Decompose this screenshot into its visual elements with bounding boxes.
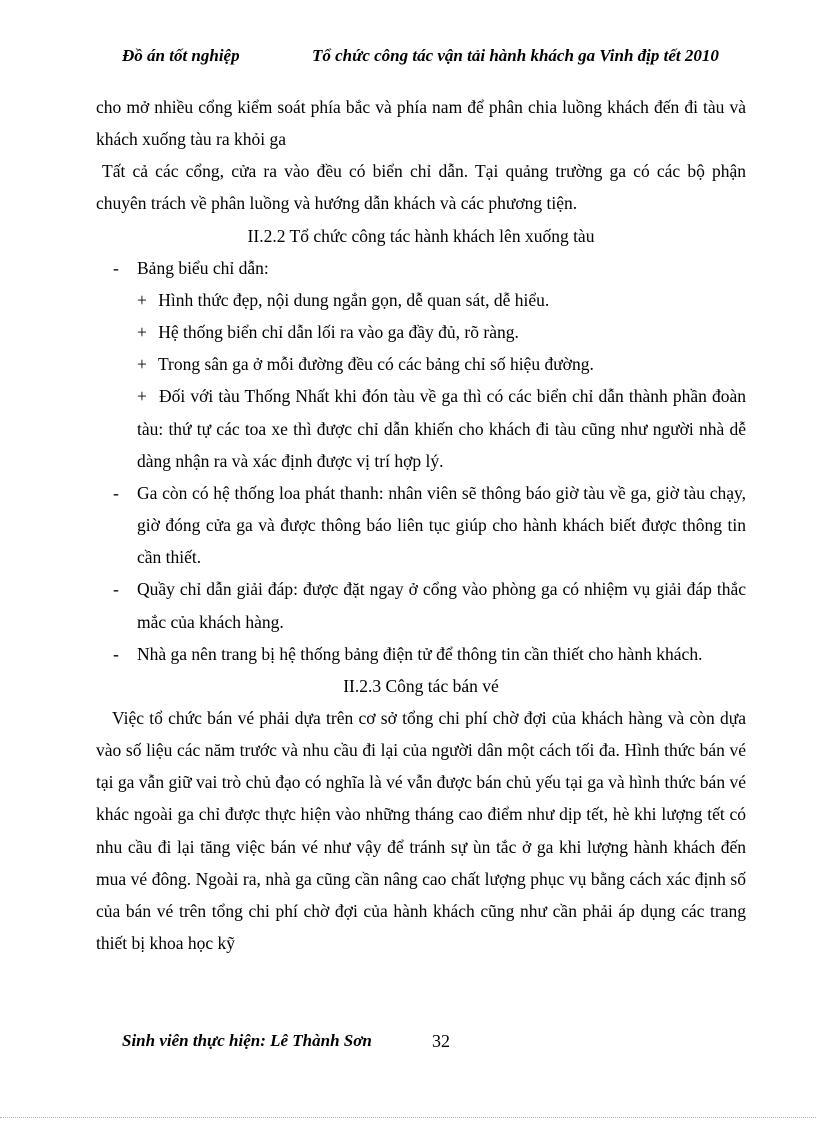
- plus-list-item: [96, 380, 746, 476]
- dash-bullet-marker: -: [113, 257, 119, 278]
- dash-item-text: Quầy chỉ dẫn giải đáp: được đặt ngay ở cổng vào phòng ga có nhiệm vụ giải đáp thắc mắc của khách hàng.: [137, 579, 746, 632]
- section-heading-ii-2-2: II.2.2 Tổ chức công tác hành khách lên xuống tàu: [247, 225, 595, 246]
- paragraph-ticket-sales: Việc tổ chức bán vé phải dựa trên cơ sở tổng chi phí chờ đợi của khách hàng và còn dựa vào số liệu các năm trước và nhu cầu đi lại của người dân một cách tối đa. Hình thức bán vé tại ga vẫn giữ vai trò chủ đạo có nghĩa là vé vẫn được bán chủ yếu tại ga và hình thức bán vé khác ngoài ga chỉ được thực hiện vào những tháng cao điểm như dịp tết, hè khi lượng tết có nhu cầu đi lại tăng việc bán vé như vậy để tránh sự ùn tắc ở ga khi lượng hành khách đến mua vé đông. Ngoài ra, nhà ga cũng cần nâng cao chất lượng phục vụ bằng cách xác định số của bán vé trên tổng chi phí chờ đợi của hành khách cũng như cần phải áp dụng các trang thiết bị khoa học kỹ: [96, 707, 746, 954]
- section-heading-ii-2-3: II.2.3 Công tác bán vé: [343, 675, 499, 696]
- page-body: [96, 91, 746, 959]
- plus-list-item: [96, 284, 746, 316]
- plus-item-text: Hệ thống biển chỉ dẫn lối ra vào ga đầy đủ, rõ ràng.: [158, 322, 519, 343]
- plus-list-item: [96, 316, 746, 348]
- dash-bullet-marker: -: [113, 643, 119, 664]
- dash-list-item-info-desk: [96, 573, 746, 637]
- plus-bullet-marker: +: [137, 322, 147, 343]
- paragraph-gates-signs: Tất cả các cổng, cửa ra vào đều có biển chỉ dẫn. Tại quảng trường ga có các bộ phận chuyên trách về phân luồng và hướng dẫn khách và các phương tiện.: [96, 161, 746, 214]
- plus-bullet-marker: +: [137, 386, 147, 407]
- dash-bullet-marker: -: [113, 579, 119, 600]
- header-document-title: Tổ chức công tác vận tải hành khách ga Vinh địp tết 2010: [312, 46, 719, 65]
- page-header: [0, 46, 816, 74]
- dash-item-text: Nhà ga nên trang bị hệ thống bảng điện tử để thông tin cần thiết cho hành khách.: [137, 643, 703, 664]
- plus-item-text: Đối với tàu Thống Nhất khi đón tàu về ga thì có các biển chỉ dẫn thành phần đoàn tàu: thứ tự các toa xe thì được chỉ dẫn khiến cho khách đi tàu cũng như người nhà dễ dàng nhận ra và xác định được vị trí hợp lý.: [137, 386, 746, 471]
- dash-item-text: Ga còn có hệ thống loa phát thanh: nhân viên sẽ thông báo giờ tàu về ga, giờ tàu chạy, giờ đóng cửa ga và được thông báo liên tục giúp cho hành khách biết được thông tin cần thiết.: [137, 482, 746, 568]
- plus-list-item: [96, 348, 746, 380]
- dash-list-item-electronic-board: [96, 638, 746, 670]
- plus-bullet-marker: +: [137, 289, 147, 310]
- dash-item-text: Bảng biểu chỉ dẫn:: [137, 257, 269, 278]
- page-break-dotted-line: [0, 1117, 816, 1118]
- plus-bullet-marker: +: [137, 354, 147, 375]
- dash-list-item-loudspeaker: [96, 477, 746, 573]
- paragraph-intro-continuation: cho mở nhiều cổng kiểm soát phía bắc và phía nam để phân chia luồng khách đến đi tàu và khách xuống tàu ra khỏi ga: [96, 97, 746, 150]
- plus-item-text: Hình thức đẹp, nội dung ngắn gọn, dễ quan sát, dễ hiểu.: [158, 289, 550, 310]
- footer-page-number: 32: [432, 1031, 450, 1051]
- header-document-type: Đồ án tốt nghiệp: [122, 46, 240, 65]
- dash-list-item-signboards: [96, 252, 746, 284]
- plus-item-text: Trong sân ga ở mỗi đường đều có các bảng chỉ số hiệu đường.: [157, 354, 594, 375]
- dash-bullet-marker: -: [113, 482, 119, 503]
- page-footer: [0, 1031, 816, 1059]
- footer-author: Sinh viên thực hiện: Lê Thành Sơn: [122, 1031, 372, 1050]
